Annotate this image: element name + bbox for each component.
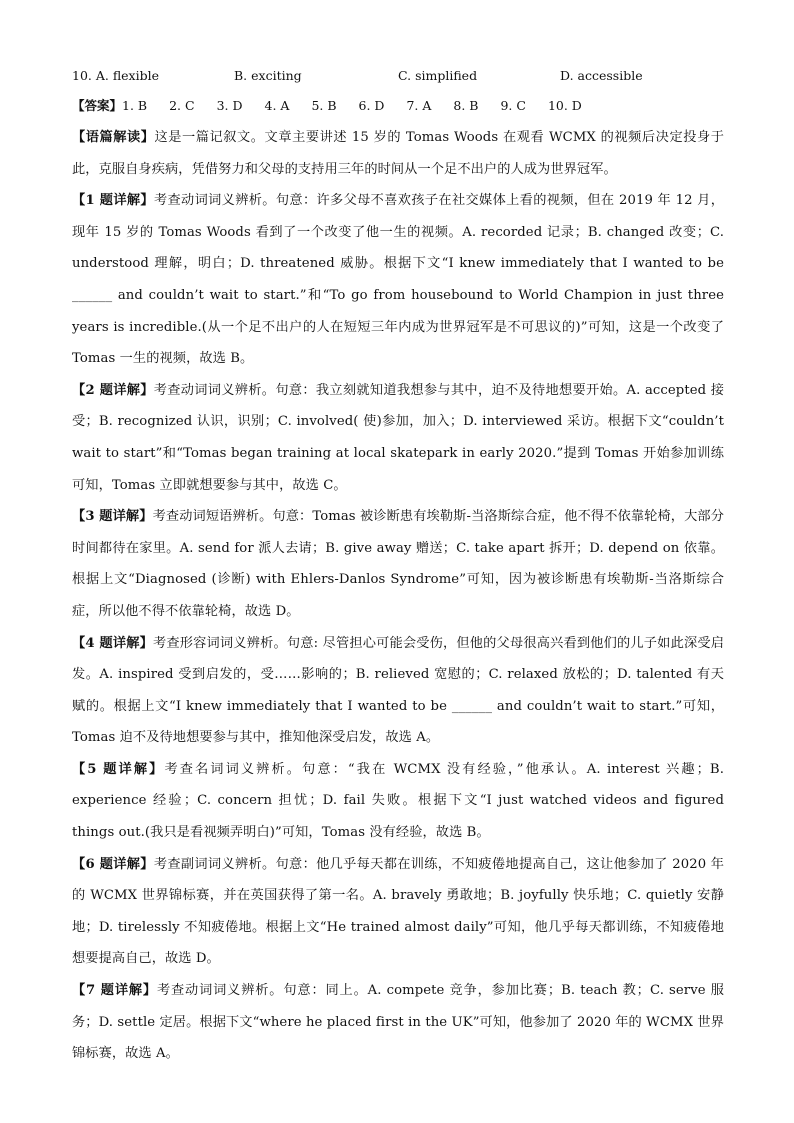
explanation-text: 考查名词词义辨析。句意：“我在 WCMX 没有经验，”他承认。A. interest 兴趣；B. experience 经验；C. concern 担忧；D. fail 失败。根据下文“I just watched videos and figured things out.(我只是看视频弄明白)”可知，Tomas 没有经验，故选 B。 (72, 761, 725, 841)
answer-item: 2. C (169, 98, 195, 113)
option-c: C. simplified (398, 68, 478, 83)
document-page (72, 62, 724, 1070)
answer-label: 【答案】 (72, 98, 123, 113)
explanation-label: 【6 题详解】 (72, 856, 154, 872)
answer-item: 7. A (406, 98, 432, 113)
reading-text: 这是一篇记叙文。文章主要讲述 15 岁的 Tomas Woods 在观看 WCMX 的视频后决定投身于此，克服自身疾病，凭借努力和父母的支持用三年的时间从一个足不出户的人成为世界冠军。 (72, 130, 724, 177)
answer-item: 1. B (122, 98, 148, 113)
answer-item: 4. A (264, 98, 290, 113)
question-10-options (72, 62, 724, 90)
explanation-text: 考查动词词义辨析。句意：许多父母不喜欢孩子在社交媒体上看的视频，但在 2019 年 12 月，现年 15 岁的 Tomas Woods 看到了一个改变了他一生的视频。A. recorded 记录；B. changed 改变；C. understood 理解，明白；D. threatened 威胁。根据下文“I knew immediately that I wanted to be ______ and couldn’t wait to start.”和“To go from housebound to World Champion in just three years is incredible.(从一个足不出户的人在短短三年内成为世界冠军是不可思议的)”可知，这是一个改变了 Tomas 一生的视频，故选 B。 (72, 193, 724, 367)
explanation-7 (72, 975, 724, 1070)
explanation-label: 【2 题详解】 (72, 382, 154, 398)
explanation-label: 【1 题详解】 (72, 193, 154, 209)
explanation-label: 【7 题详解】 (72, 983, 157, 999)
explanation-4 (72, 628, 724, 754)
explanation-text: 考查动词短语辨析。句意：Tomas 被诊断患有埃勒斯-当洛斯综合症，他不得不依靠轮椅，大部分时间都待在家里。A. send for 派人去请；B. give away 赠送；C. take apart 拆开；D. depend on 依靠。根据上文“Diagnosed (诊断) with Ehlers-Danlos Syndrome”可知，因为被诊断患有埃勒斯-当洛斯综合症，所以他不得不依靠轮椅，故选 D。 (72, 509, 724, 619)
option-d: D. accessible (560, 68, 643, 83)
option-b: B. exciting (234, 68, 302, 83)
explanation-text: 考查动词词义辨析。句意：同上。A. compete 竞争，参加比赛；B. teach 教；C. serve 服务；D. settle 定居。根据下文“where he placed first in the UK”可知，他参加了 2020 年的 WCMX 世界锦标赛，故选 A。 (72, 983, 724, 1062)
explanation-5 (72, 754, 724, 849)
explanation-3 (72, 501, 724, 627)
explanation-2 (72, 375, 724, 501)
explanation-6 (72, 849, 724, 975)
answer-item: 5. B (311, 98, 337, 113)
explanation-label: 【5 题详解】 (72, 761, 165, 777)
answer-key (72, 90, 724, 122)
answer-item: 6. D (358, 98, 385, 113)
answer-item: 9. C (500, 98, 526, 113)
reading-summary (72, 122, 724, 185)
answer-item: 10. D (547, 98, 582, 113)
explanation-1 (72, 185, 724, 375)
explanation-label: 【3 题详解】 (72, 509, 153, 525)
explanation-text: 考查动词词义辨析。句意：我立刻就知道我想参与其中，迫不及待地想要开始。A. accepted 接受；B. recognized 认识，识别；C. involved( 使)参加，加入；D. interviewed 采访。根据下文“couldn’t wait to start”和“Tomas began training at local skatepark in early 2020.”提到 Tomas 开始参加训练可知，Tomas 立即就想要参与其中，故选 C。 (72, 382, 724, 493)
reading-label: 【语篇解读】 (72, 130, 155, 145)
explanation-text: 考查形容词词义辨析。句意: 尽管担心可能会受伤，但他的父母很高兴看到他们的儿子如此深受启发。A. inspired 受到启发的，受……影响的；B. relieved 宽慰的；C. relaxed 放松的；D. talented 有天赋的。根据上文“I knew immediately that I wanted to be ______ and couldn’t wait to start.”可知，Tomas 迫不及待地想要参与其中，推知他深受启发，故选 A。 (72, 635, 725, 746)
explanation-label: 【4 题详解】 (72, 635, 153, 651)
answer-item: 3. D (216, 98, 243, 113)
answer-item: 8. B (453, 98, 479, 113)
explanation-text: 考查副词词义辨析。句意：他几乎每天都在训练，不知疲倦地提高自己，这让他参加了 2020 年的 WCMX 世界锦标赛，并在英国获得了第一名。A. bravely 勇敢地；B. joyfully 快乐地；C. quietly 安静地；D. tirelessly 不知疲倦地。根据上文“He trained almost daily”可知，他几乎每天都训练，不知疲倦地想要提高自己，故选 D。 (72, 856, 724, 967)
option-a: 10. A. flexible (72, 68, 160, 83)
